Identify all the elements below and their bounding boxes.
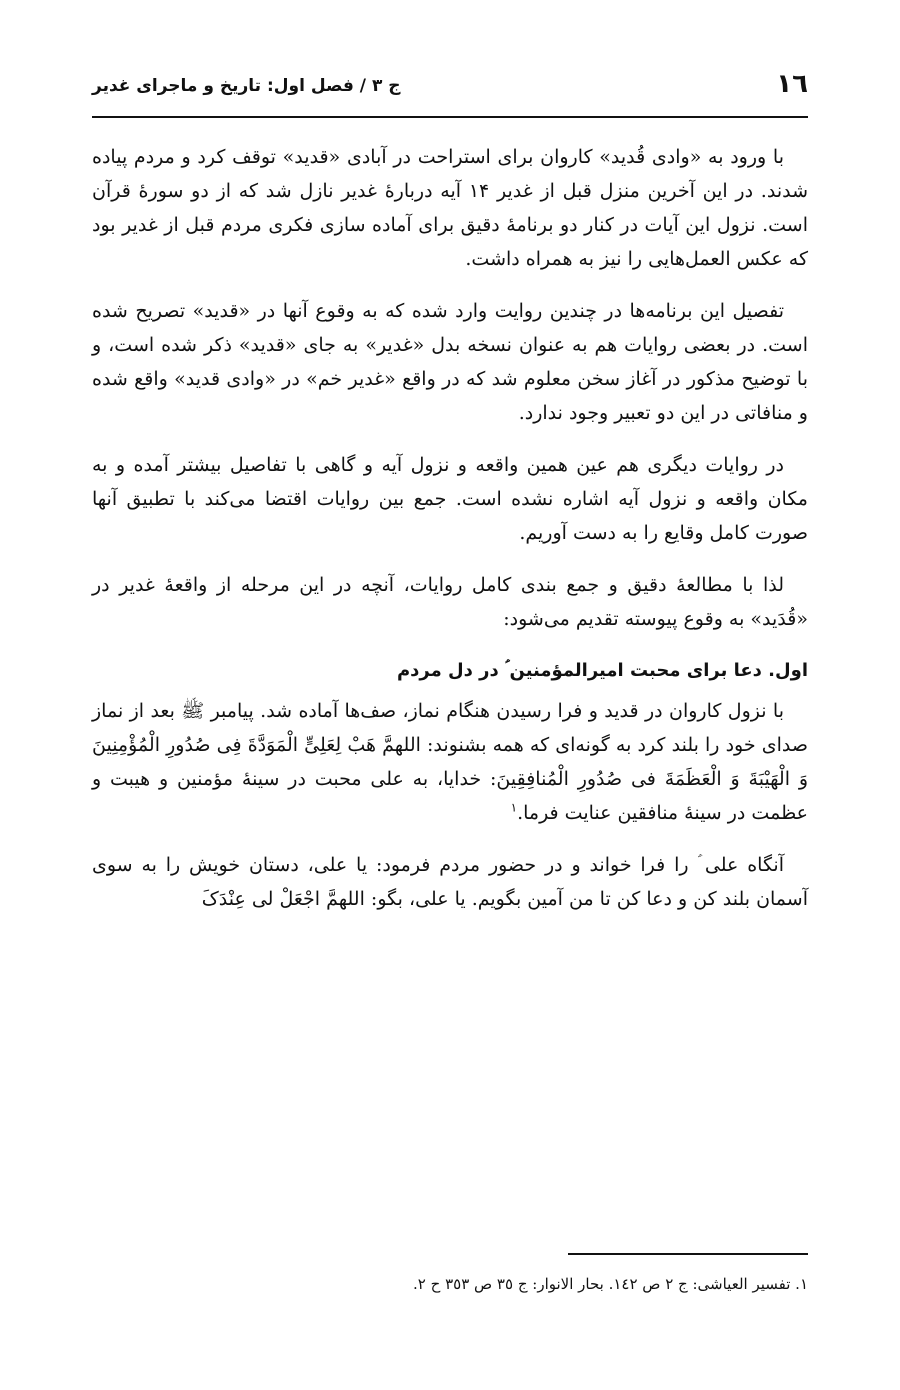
section-paragraph-text: با نزول کاروان در قدید و فرا رسیدن هنگام نماز، صف‌ها آماده شد. پیامبر ﷺ بعد از نماز صدای خود را بلند کرد به گونه‌ای که همه بشنوند: (92, 700, 808, 756)
prayer-quote: اللهمَّ هَبْ لِعَلِیٍّ الْمَوَدَّةَ فِی صُدُورِ الْمُؤْمِنِینَ وَ الْهَیْبَةَ وَ الْعَظَمَةَ فی صُدُورِ الْمُنافِقِینَ (92, 734, 808, 790)
running-title: ج ٣ / فصل اول: تاریخ و ماجرای غدیر (92, 76, 401, 96)
last-paragraph (92, 848, 808, 916)
prayer-translation: : خدایا، به علی محبت در سینهٔ مؤمنین و هیبت و عظمت در سینهٔ منافقین عنایت فرما. (92, 768, 808, 824)
page-number: ١٦ (776, 69, 808, 99)
footnote-reference: ١ (510, 800, 518, 815)
last-paragraph-quote: اللهمَّ اجْعَلْ لی عِنْدَکَ (201, 888, 365, 910)
page-header (92, 68, 808, 118)
paragraph-2: تفصیل این برنامه‌ها در چندین روایت وارد شده که به وقوع آنها در «قدید» تصریح شده است. در بعضی روایات هم به عنوان نسخه بدل «غدیر» به جای «قدید» ذکر شده است، و با توضیح مذکور در آغاز سخن معلوم شد که در واقع «غدیر خم» در «وادی قدید» واقع شده و منافاتی در این دو تعبیر وجود ندارد. (92, 300, 808, 424)
paragraph-4: لذا با مطالعهٔ دقیق و جمع بندی کامل روایات، آنچه در این مرحله از واقعهٔ غدیر در «قُدَید» به وقوع پیوسته تقدیم می‌شود: (92, 574, 808, 630)
footnote: ١. تفسیر العیاشی: ج ٢ ص ١٤٢. بحار الانوار: ج ٣٥ ص ٣٥٣ ح ٢. (413, 1275, 808, 1293)
main-text (92, 140, 808, 934)
header-rule (92, 116, 808, 118)
section-heading: اول. دعا برای محبت امیرالمؤمنین ؑ در دل مردم (396, 660, 808, 681)
footnote-rule (568, 1253, 808, 1255)
paragraph-1: با ورود به «وادی قُدید» کاروان برای استراحت در آبادی «قدید» توقف کرد و مردم پیاده شدند. در این آخرین منزل قبل از غدیر ۱۴ آیه دربارهٔ غدیر نازل شد که از دو سورهٔ قرآن است. نزول این آیات در کنار دو برنامهٔ دقیق برای آماده سازی فکری مردم قبل از غدیر بود که عکس العمل‌هایی را نیز به همراه داشت. (92, 146, 808, 270)
paragraph-3: در روایات دیگری هم عین همین واقعه و نزول آیه و گاهی با تفاصیل بیشتر آمده و به مکان واقعه و نزول آیه اشاره نشده است. جمع بین روایات اقتضا می‌کند با تطبیق آنها صورت کامل وقایع را به دست آوریم. (92, 454, 808, 544)
last-paragraph-text: آنگاه علی ؑ را فرا خواند و در حضور مردم فرمود: یا علی، دستان خویش را به سوی آسمان بلند کن و دعا کن تا من آمین بگویم. یا علی، بگو: (92, 854, 808, 910)
section-paragraph (92, 694, 808, 830)
